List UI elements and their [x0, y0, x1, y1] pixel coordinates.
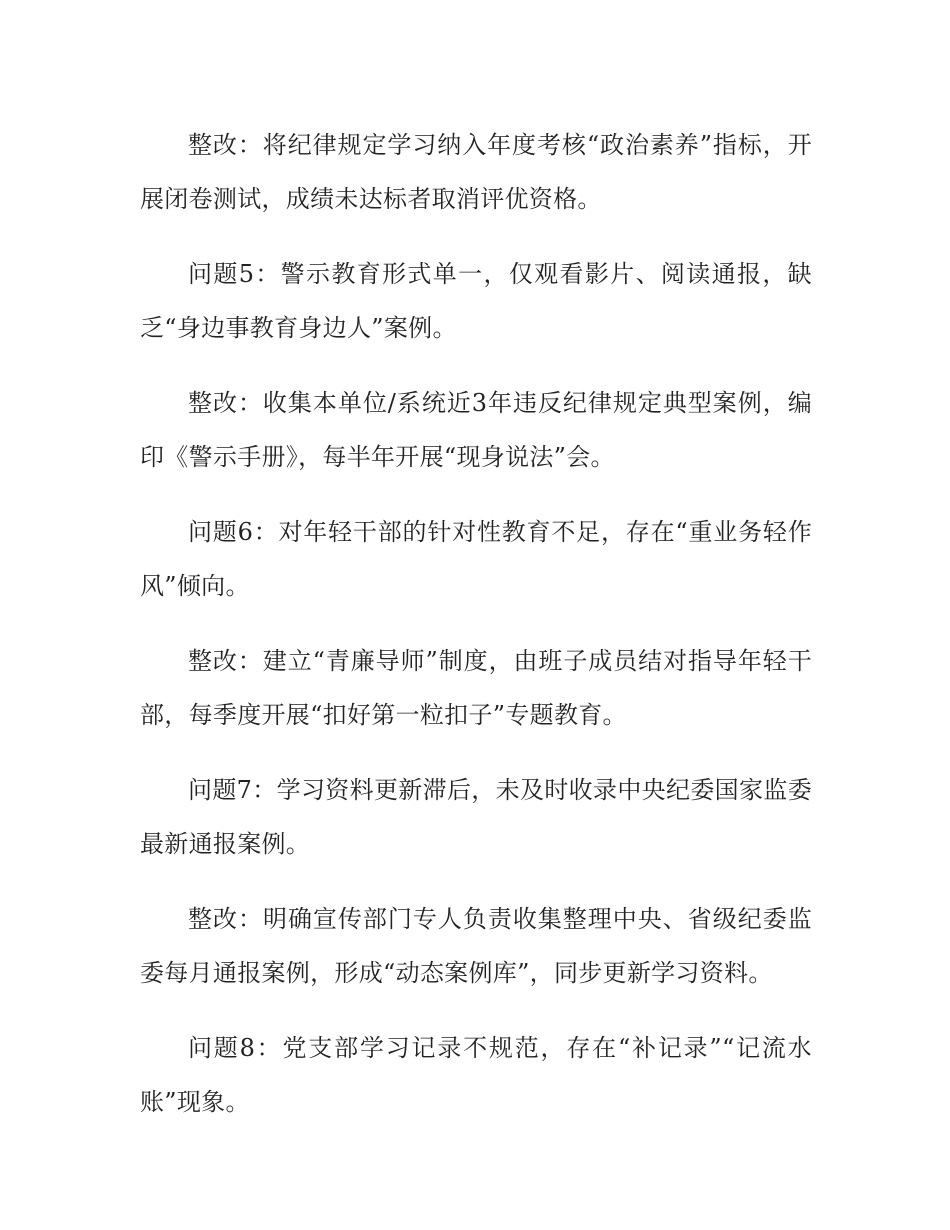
paragraph-problem-6: 问题6：对年轻干部的针对性教育不足，存在“重业务轻作风”倾向。 — [140, 518, 812, 600]
paragraph-problem-8: 问题8：党支部学习记录不规范，存在“补记录”“记流水账”现象。 — [140, 1034, 812, 1116]
paragraph-rectification-7: 整改：明确宣传部门专人负责收集整理中央、省级纪委监委每月通报案例，形成“动态案例库”，同步更新学习资料。 — [140, 905, 812, 987]
paragraph-rectification-6: 整改：建立“青廉导师”制度，由班子成员结对指导年轻干部，每季度开展“扣好第一粒扣子”专题教育。 — [140, 647, 812, 729]
paragraph-problem-5: 问题5：警示教育形式单一，仅观看影片、阅读通报，缺乏“身边事教育身边人”案例。 — [140, 260, 812, 342]
paragraph-rectification-5: 整改：收集本单位/系统近3年违反纪律规定典型案例，编印《警示手册》，每半年开展“现身说法”会。 — [140, 389, 812, 471]
paragraph-rectification-1: 整改：将纪律规定学习纳入年度考核“政治素养”指标，开展闭卷测试，成绩未达标者取消评优资格。 — [140, 131, 812, 213]
document-body — [140, 118, 812, 1150]
paragraph-problem-7: 问题7：学习资料更新滞后，未及时收录中央纪委国家监委最新通报案例。 — [140, 776, 812, 858]
